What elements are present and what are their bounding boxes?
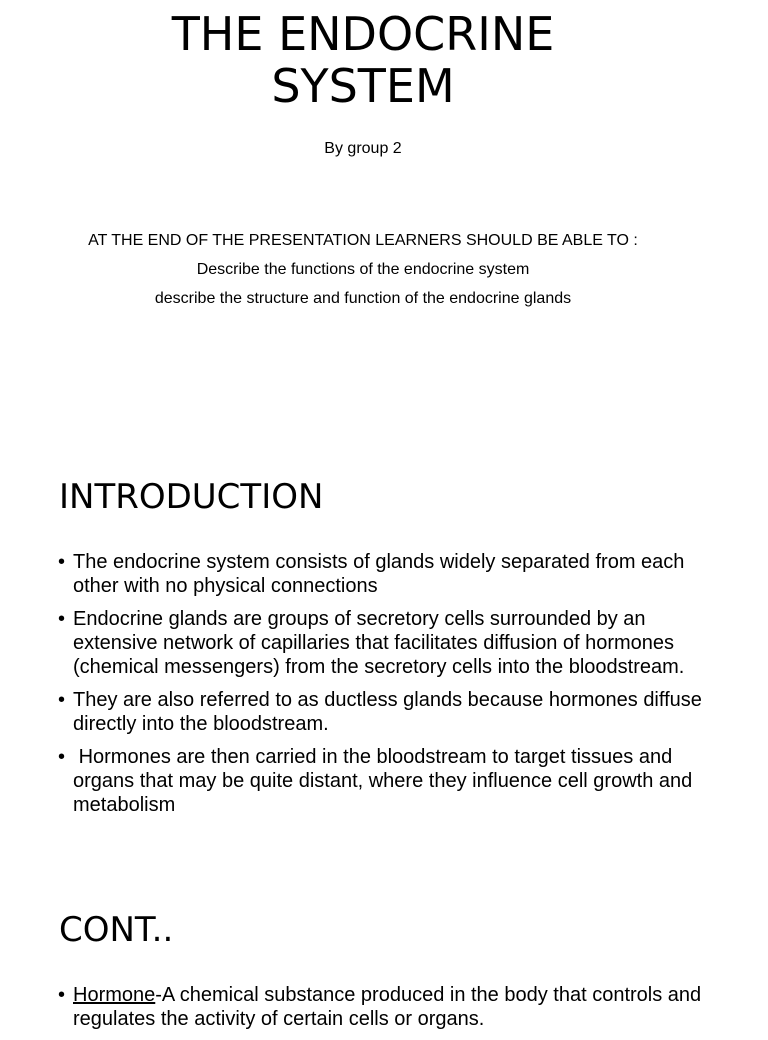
- introduction-bullet-list: [58, 550, 728, 826]
- learning-objectives: [0, 226, 726, 313]
- bullet-text: The endocrine system consists of glands widely separated from each other with no physical connections: [73, 551, 685, 597]
- hormone-definition: -A chemical substance produced in the body that controls and regulates the activity of certain cells or organs.: [73, 984, 702, 1030]
- objectives-heading: AT THE END OF THE PRESENTATION LEARNERS SHOULD BE ABLE TO :: [88, 232, 638, 249]
- bullet-marker: •: [58, 746, 66, 768]
- bullet-item: [58, 550, 728, 598]
- bullet-marker: •: [58, 608, 66, 630]
- slide-subtitle: By group 2: [324, 140, 402, 157]
- bullet-marker: •: [58, 984, 66, 1006]
- continued-bullet-list: [58, 983, 728, 1040]
- bullet-item: [58, 688, 728, 736]
- bullet-marker: •: [58, 689, 66, 711]
- bullet-text: Hormones are then carried in the bloodstream to target tissues and organs that may be quite distant, where they influence cell growth and metabolism: [73, 746, 698, 816]
- bullet-item: [58, 745, 728, 817]
- slide-title: [0, 8, 726, 112]
- objective-item: describe the structure and function of the endocrine glands: [154, 290, 572, 307]
- bullet-item: [58, 607, 728, 679]
- hormone-term: Hormone: [73, 984, 156, 1006]
- objective-item: Describe the functions of the endocrine system: [196, 261, 530, 278]
- title-line-2: SYSTEM: [271, 59, 455, 113]
- bullet-marker: •: [58, 551, 66, 573]
- continued-heading: CONT..: [59, 910, 174, 950]
- title-line-1: THE ENDOCRINE: [171, 7, 555, 61]
- introduction-heading: INTRODUCTION: [59, 477, 324, 517]
- bullet-text: They are also referred to as ductless glands because hormones diffuse directly into the bloodstream.: [73, 689, 702, 735]
- bullet-text: Endocrine glands are groups of secretory cells surrounded by an extensive network of capillaries that facilitates diffusion of hormones (chemical messengers) from the secretory cells into the bloodstream.: [73, 608, 685, 678]
